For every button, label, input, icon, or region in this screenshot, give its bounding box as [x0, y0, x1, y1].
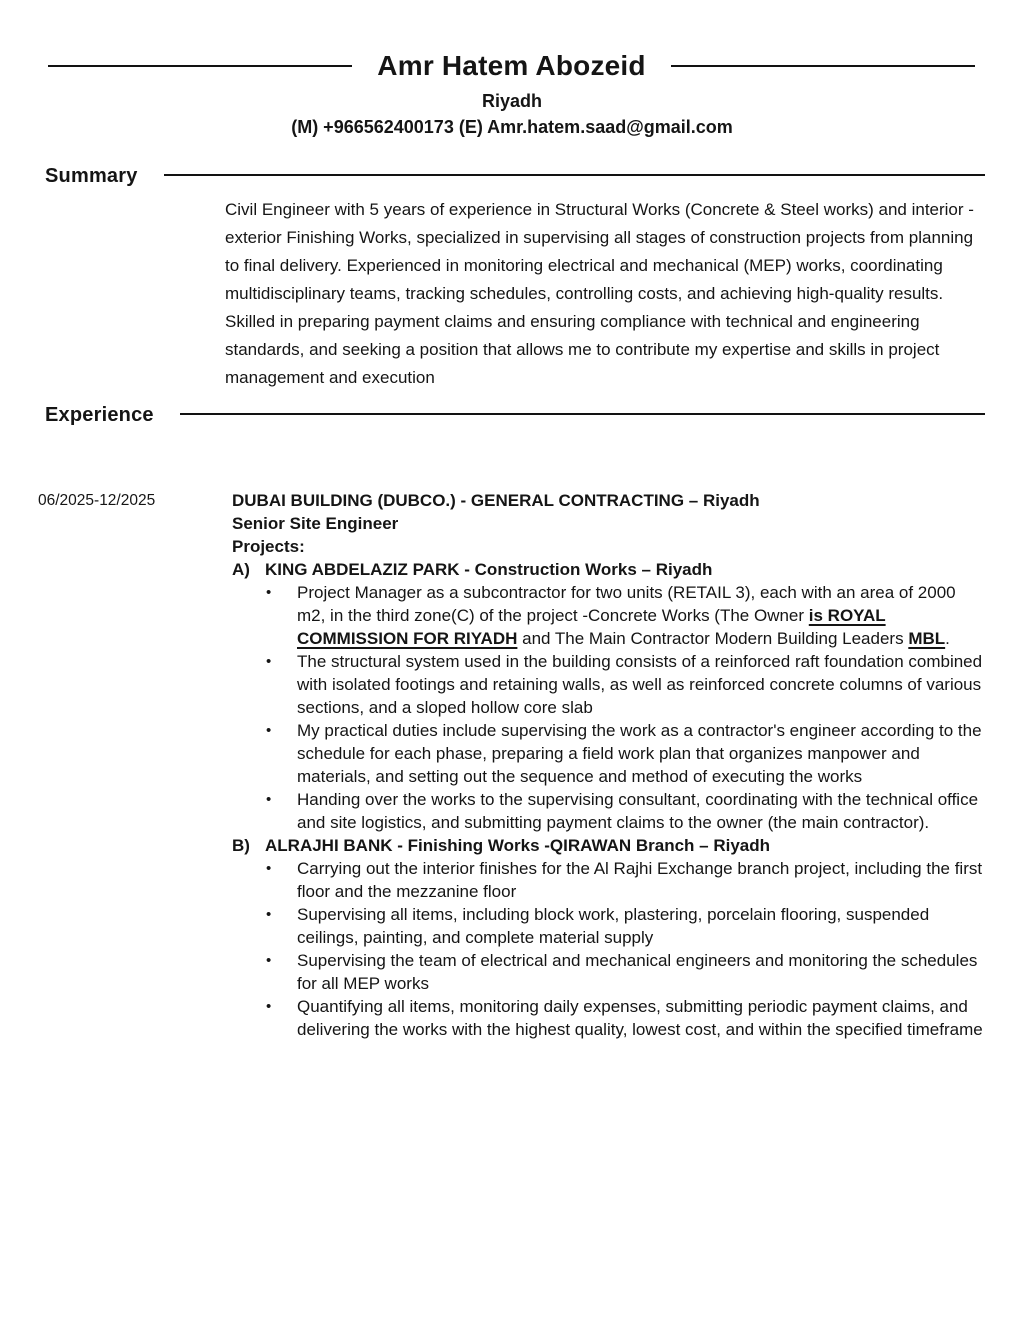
experience-heading: Experience [45, 404, 154, 426]
bullet-text: Supervising all items, including block work, plastering, porcelain flooring, suspended ceilings, painting, and complete material supply [297, 905, 930, 947]
bullet-text: Carrying out the interior finishes for the Al Rajhi Exchange branch project, including the first floor and the mezzanine floor [297, 859, 983, 901]
project-b-name: ALRAJHI BANK - Finishing Works -QIRAWAN Branch – Riyadh [265, 836, 771, 855]
bullet-item [266, 995, 985, 1041]
bullet-text: Handing over the works to the supervising consultant, coordinating with the technical office and site logistics, and submitting payment claims to the owner (the main contractor). [297, 790, 979, 832]
bullet-marker: • [266, 860, 272, 877]
bullet-item [266, 949, 985, 995]
summary-text: Civil Engineer with 5 years of experience in Structural Works (Concrete & Steel works) and interior - exterior Finishing Works, specialized in supervising all stages of construction projects from planning to final delivery. Experienced in monitoring electrical and mechanical (MEP) works, coordinating multidisciplinary teams, tracking schedules, controlling costs, and achieving high-quality results. Skilled in preparing payment claims and ensuring compliance with technical and engineering standards, and seeking a position that allows me to contribute my expertise and skills in project management and execution [225, 200, 974, 387]
summary-heading: Summary [45, 165, 138, 187]
resume-header [0, 0, 1024, 138]
bullet-marker: • [266, 653, 272, 670]
experience-section-head [0, 404, 1024, 427]
summary-section-head [0, 165, 1024, 188]
bullet-item [266, 903, 985, 949]
project-b-bullets [232, 857, 985, 1041]
contact-line: (M) +966562400173 (E) Amr.hatem.saad@gmail.com [291, 117, 733, 137]
bullet-marker: • [266, 906, 272, 923]
summary-section [0, 165, 1024, 392]
bullet-item [266, 581, 985, 650]
bullet-marker: • [266, 998, 272, 1015]
summary-rule [164, 174, 985, 176]
bullet-marker: • [266, 722, 272, 739]
project-b-heading [232, 834, 985, 857]
bullet-item [266, 857, 985, 903]
bullet-text: Project Manager as a subcontractor for two units (RETAIL 3), each with an area of 2000 m2, in the third zone(C) of the project -Concrete Works (The Owner is ROYAL COMMISSION FOR RIYADH and The Main Contractor Modern Building Leaders MBL. [297, 583, 956, 648]
candidate-name: Amr Hatem Abozeid [377, 50, 646, 81]
bullet-text: My practical duties include supervising the work as a contractor's engineer according to the schedule for each phase, preparing a field work plan that organizes manpower and materials, and setting out the sequence and method of executing the works [297, 721, 982, 786]
bullet-item [266, 650, 985, 719]
bullet-marker: • [266, 584, 272, 601]
entry-dates: 06/2025-12/2025 [38, 492, 156, 509]
name-row [0, 50, 1024, 82]
project-a-bullets [232, 581, 985, 834]
experience-rule [180, 413, 985, 415]
bullet-marker: • [266, 952, 272, 969]
experience-entry [0, 489, 1024, 1041]
candidate-location: Riyadh [481, 91, 542, 111]
bullet-item [266, 719, 985, 788]
entry-job-title: Senior Site Engineer [232, 514, 399, 533]
entry-company: DUBAI BUILDING (DUBCO.) - GENERAL CONTRACTING – Riyadh [232, 491, 760, 510]
bullet-marker: • [266, 791, 272, 808]
project-a-heading [232, 558, 985, 581]
header-left-rule [48, 65, 352, 67]
header-right-rule [671, 65, 975, 67]
project-a-label: A) [232, 560, 250, 579]
project-a-name: KING ABDELAZIZ PARK - Construction Works – Riyadh [265, 560, 713, 579]
bullet-text: Supervising the team of electrical and mechanical engineers and monitoring the schedules for all MEP works [297, 951, 978, 993]
bullet-item [266, 788, 985, 834]
experience-section [0, 404, 1024, 1041]
entry-body [232, 489, 985, 1041]
bullet-text: Quantifying all items, monitoring daily expenses, submitting periodic payment claims, and delivering the works with the highest quality, lowest cost, and within the specified timeframe [297, 997, 983, 1039]
bullet-text: The structural system used in the building consists of a reinforced raft foundation combined with isolated footings and retaining walls, as well as reinforced concrete columns of various sections, and a sloped hollow core slab [297, 652, 983, 717]
projects-label: Projects: [232, 537, 305, 556]
project-b-label: B) [232, 836, 250, 855]
